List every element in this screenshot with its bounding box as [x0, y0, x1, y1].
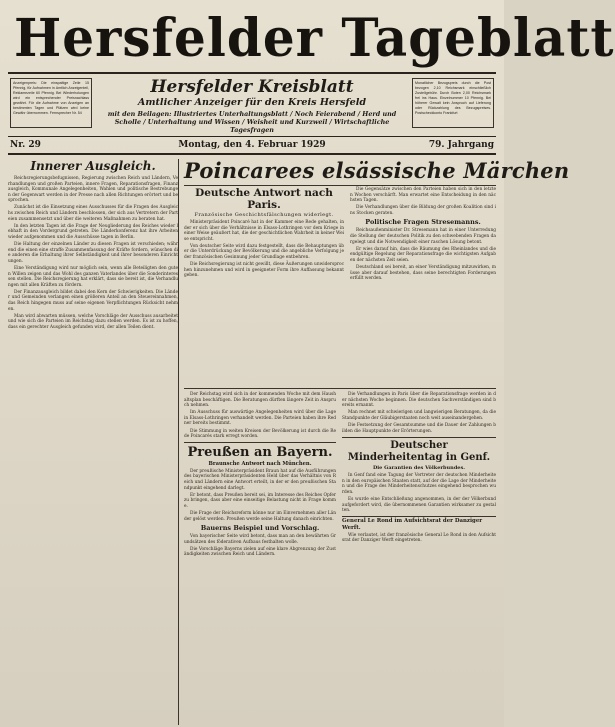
dateline: [8, 137, 496, 155]
paragraph: Er betont, dass Preußen bereit sei, im Interesse des Reiches Opfer zu bringen, dass aber eine einseitige Belastung nicht in Frage komme.: [184, 492, 336, 509]
prussia-subheadline: Braunsche Antwort nach München.: [208, 460, 312, 467]
paragraph: Reichsaußenminister Dr. Stresemann hat in einer Unterredung die Stellung der deutschen Politik zu den schwebenden Fragen dargelegt und die Notwendigkeit einer raschen Lösung betont.: [350, 228, 496, 245]
section-body: [350, 228, 496, 281]
brief-headline: General Le Rond im Aufsichtsrat der Danziger Werft.: [342, 516, 496, 532]
paragraph: Die Stimmung in weiten Kreisen der Bevölkerung ist durch die Rede Poincarés stark erregt worden.: [184, 428, 336, 440]
paragraph: In Genf fand eine Tagung der Vertreter der deutschen Minderheiten in den europäischen Staaten statt, auf der die Lage der Minderheiten und die Frage des Minderheitenschutzes eingehend besprochen wurden.: [342, 473, 496, 495]
paragraph: Eine Verständigung wird nur möglich sein, wenn alle Beteiligten den guten Willen zeigen und das Wohl des ganzen Vaterlandes über die Sonderinteressen stellen. Die Reichsregierung hat erklärt, dass sie bereit ist, die Verhandlungen mit allen Kräften zu fördern.: [8, 265, 178, 288]
article-body: [350, 187, 496, 216]
official-gazette-line: Amtlicher Anzeiger für den Kreis Hersfeld: [137, 97, 367, 108]
prussia-headline: Preußen an Bayern.: [184, 442, 336, 460]
section-body: [184, 534, 336, 558]
subscription-box: Monatlicher Bezugspreis durch die Post bezogen 2,10 Reichsmark einschließlich Zustellgebühr. Durch Boten 2,00 Reichsmark frei ins Haus. Einzelnummer 10 Pfennig. Bei höherer Gewalt kein Anspruch auf Lieferung oder Rückzahlung des Bezugspreises. Postscheckkonto Frankfurt: [412, 78, 494, 128]
paragraph: Ministerpräsident Poincaré hat in der Kammer eine Rede gehalten, in der er sich über die Verhältnisse in Elsass-Lothringen vor dem Kriege in einer Weise geäußert hat, die der geschichtlichen Wahrheit in keiner Weise entspricht.: [184, 220, 344, 242]
paragraph: Es wurde eine Entschließung angenommen, in der der Völkerbund aufgefordert wird, die übernommenen Garantien wirksamer zu gestalten.: [342, 497, 496, 514]
paragraph: Die Verhandlungen in Paris über die Reparationsfrage werden in der nächsten Woche beginnen. Die deutschen Sachverständigen sind bereits ernannt.: [342, 392, 496, 409]
lead-headline: Poincarees elsässische Märchen: [184, 159, 496, 186]
paragraph: Von deutscher Seite wird dazu festgestellt, dass die Behauptungen über die Unterdrückung der Bevölkerung und die angebliche Verfolgung jeder französischen Gesinnung jeder Grundlage entbehren.: [184, 243, 344, 261]
prussia-body: [184, 469, 336, 522]
minority-body: [342, 473, 496, 514]
paragraph: Der Reichstag wird sich in der kommenden Woche mit dem Haushaltsplan beschäftigen. Die Beratungen dürften längere Zeit in Anspruch nehmen.: [184, 392, 336, 409]
minority-headline: Deutscher Minderheitentag in Genf.: [342, 437, 496, 464]
minority-subheadline: Die Garantien des Völkerbundes.: [372, 465, 466, 472]
article-body: [184, 392, 336, 440]
paragraph: Wie verlautet, ist der französische General Le Rond in den Aufsichtsrat der Danziger Werft eingetreten.: [342, 532, 496, 544]
stresemann-article: [350, 187, 496, 384]
issue-number: Nr. 29: [10, 140, 41, 150]
subtitle: Hersfelder Kreisblatt: [150, 77, 354, 97]
paragraph: Zunächst ist die Einsetzung eines Ausschusses für die Fragen des Ausgleichs zwischen Reich und Ländern beschlossen, der sich aus Vertretern der Parteien zusammensetzt und über die weiteren Maßnahmen zu beraten hat.: [8, 205, 178, 222]
paragraph: Im Ausschuss für auswärtige Angelegenheiten wird über die Lage in Elsass-Lothringen verhandelt werden. Die Parteien haben ihre Redner bereits bestimmt.: [184, 410, 336, 427]
newspaper-title: Hersfelder Tageblatt: [14, 6, 615, 69]
paragraph: Die Frage der Reichsreform könne nur im Einvernehmen aller Länder gelöst werden. Preußen werde seine Haltung danach einrichten.: [184, 510, 336, 522]
issue-date: Montag, den 4. Februar 1929: [178, 140, 326, 150]
paragraph: Er wies darauf hin, dass die Räumung des Rheinlandes und die endgültige Regelung der Reparationsfrage die wichtigsten Aufgaben der nächsten Zeit seien.: [350, 246, 496, 263]
article-kicker: Französische Geschichtsfälschungen widerlegt.: [194, 212, 334, 218]
paragraph: Die Haltung der einzelnen Länder zu diesen Fragen ist verschieden; während die einen eine straffe Zusammenfassung der Kräfte fordern, wünschen die anderen die Erhaltung ihrer Selbständigkeit und ihrer besonderen Einrichtungen.: [8, 242, 178, 264]
upper-section: [184, 158, 570, 384]
page-body: [8, 155, 570, 725]
article-body: [342, 392, 496, 434]
advertising-rates-box: Anzeigenpreis: Die einspaltige Zeile 15 Pfennig, für Aufnahmen in Amtlich Anzeigenteil, Reklamezeile 60 Pfennig. Bei Wiederholungen wird ein entsprechender Preisnachlass gewährt. Für die Aufnahme von Anzeigen an bestimmten Tagen und Plätzen wird keine Gewähr übernommen. Fernsprecher Nr. 54: [10, 78, 92, 128]
article-headline: Innerer Ausgleich.: [30, 159, 156, 173]
article-body: [8, 176, 178, 330]
paragraph: In den letzten Tagen ist die Frage der Neugliederung des Reiches wieder lebhaft in den Vordergrund getreten. Die Länderkonferenz hat ihre Arbeiten wieder aufgenommen und die Ausschüsse tagen in Berlin.: [8, 223, 178, 240]
section-heading: Bauerns Beispiel und Vorschlag.: [200, 524, 320, 533]
poincare-article: [184, 187, 344, 384]
inner-balance-article: [8, 159, 179, 725]
paragraph: Die Reichsregierung ist nicht gewillt, diese Äußerungen unwidersprochen hinzunehmen und wird in geeigneter Form ihre Auffassung bekannt geben.: [184, 262, 344, 279]
brief-body: [342, 533, 496, 544]
subhead: [8, 74, 496, 137]
section-heading: Politische Fragen Stresemanns.: [365, 218, 481, 227]
paragraph: Der preußische Ministerpräsident Braun hat auf die Ausführungen des bayerischen Ministerpräsidenten Held über das Verhältnis von Reich und Ländern eine Antwort erteilt, in der er den preußischen Standpunkt eingehend darlegt.: [184, 468, 336, 491]
prussia-column: [184, 392, 336, 726]
paragraph: Von bayerischer Seite wird betont, dass man an den bewährten Grundsätzen des föderativen Aufbaus festhalten wolle.: [184, 534, 336, 545]
article-body: [184, 220, 344, 279]
paragraph: Deutschland sei bereit, an einer Verständigung mitzuwirken, müsse aber darauf bestehen, dass seine berechtigten Forderungen erfüllt werden.: [350, 265, 496, 282]
paragraph: Die Verhandlungen über die Bildung der großen Koalition sind ins Stocken geraten.: [350, 205, 496, 216]
article-subheadline: Deutsche Antwort nach Paris.: [195, 187, 333, 211]
paragraph: Die Gegensätze zwischen den Parteien haben sich in den letzten Wochen verschärft. Man erwartet eine Entscheidung in den nächsten Tagen.: [350, 187, 496, 204]
lower-section: [184, 388, 496, 726]
paragraph: Der Finanzausgleich bildet dabei den Kern der Schwierigkeiten. Die Länder und Gemeinden verlangen einen größeren Anteil an den Steuereinnahmen, das Reich hingegen muss auf seine eigenen Verpflichtungen Rücksicht nehmen.: [8, 289, 178, 312]
paragraph: Die Festsetzung der Gesamtsumme und die Dauer der Zahlungen bilden die Hauptpunkte der Erörterungen.: [342, 422, 496, 434]
main-column: [184, 158, 570, 725]
paragraph: Man wird abwarten müssen, welche Vorschläge der Ausschuss ausarbeitet und wie sich die Parteien im Reichstag dazu stellen werden. Es ist zu hoffen, dass ein gerechter Ausgleich gefunden wird, der allen Teilen dient.: [8, 313, 178, 330]
supplements-line: mit den Beilagen: Illustriertes Unterhaltungsblatt / Noch Feierabend / Herd und Scholle / Unterhaltung und Wissen / Weisheit und Kurzweil / Wirtschaftliche Tagesfragen: [107, 110, 397, 134]
paragraph: Die Vorschläge Bayerns zielen auf eine klare Abgrenzung der Zuständigkeiten zwischen Reich und Ländern.: [184, 546, 336, 558]
paragraph: Reichsregierungsbefugnissen, Regierung zwischen Reich und Ländern, Verhandlungen und großen Parteien, innere Fragen, Reparationsfragen, Finanzausgleich, Kommunale Angelegenheiten, Wahlen und politische Bestrebungen der Gegenwart werden in der Presse nach allen Richtungen erörtert und besprochen.: [8, 176, 178, 204]
volume-year: 79. Jahrgang: [428, 140, 494, 150]
minority-column: [342, 392, 496, 726]
paragraph: Man rechnet mit schwierigen und langwierigen Beratungen, da die Standpunkte der Gläubigerstaaten noch weit auseinandergehen.: [342, 410, 496, 421]
masthead: [8, 6, 615, 74]
